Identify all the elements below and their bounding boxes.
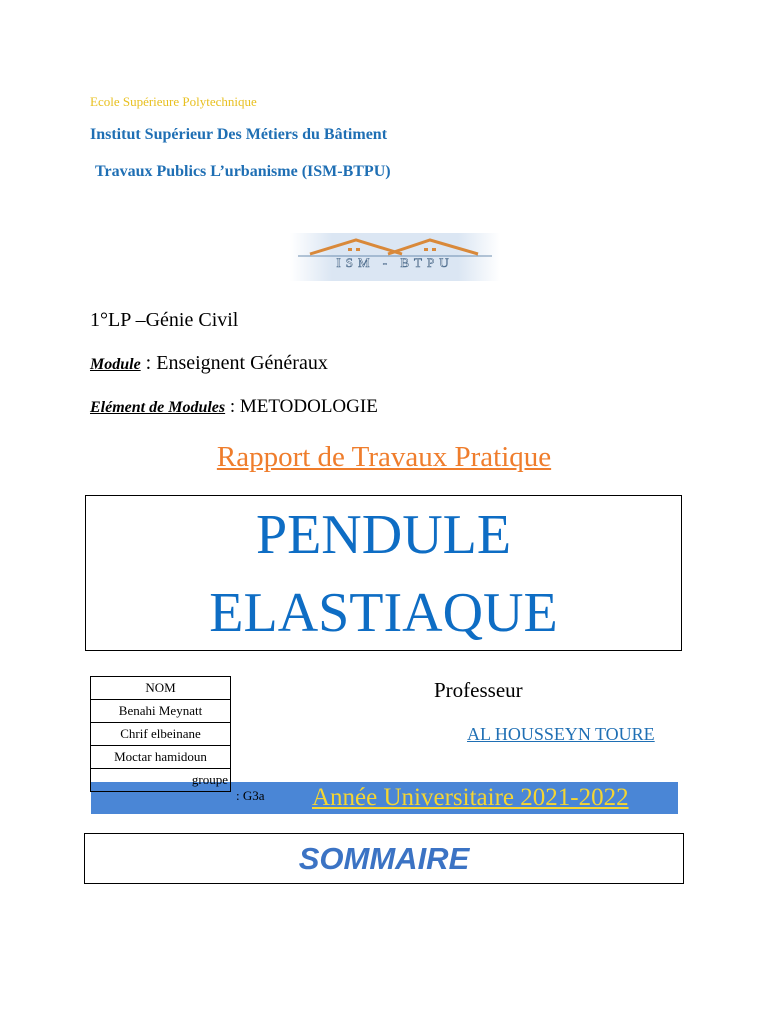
element-label: Elément de Modules: [90, 399, 226, 416]
report-heading: Rapport de Travaux Pratique: [216, 441, 552, 473]
student-table-header: NOM: [91, 677, 231, 700]
student-name: Chrif elbeinane: [91, 723, 231, 746]
student-table: [90, 676, 231, 792]
element-line: [90, 396, 378, 418]
title-line2: ELASTIAQUE: [209, 582, 558, 644]
element-separator: :: [225, 396, 240, 417]
institute-name-line2: Travaux Publics L’urbanisme (ISM-BTPU): [95, 163, 391, 180]
professor-label: Professeur: [434, 678, 523, 702]
group-label: groupe: [91, 769, 231, 792]
title-line1: PENDULE: [255, 504, 512, 566]
module-line: [90, 352, 328, 375]
institute-name-line1: Institut Supérieur Des Métiers du Bâtiment: [90, 126, 388, 143]
academic-year: Année Universitaire 2021-2022: [312, 784, 629, 811]
group-value: : G3a: [236, 788, 265, 803]
study-level: 1°LP –Génie Civil: [90, 309, 239, 331]
element-value: METODOLOGIE: [239, 396, 378, 417]
summary-box: [84, 833, 684, 884]
school-name: Ecole Supérieure Polytechnique: [90, 94, 257, 109]
student-name: Moctar hamidoun: [91, 746, 231, 769]
professor-name: AL HOUSSEYN TOURE: [467, 724, 655, 744]
module-separator: :: [140, 352, 157, 374]
module-label: Module: [90, 356, 141, 373]
ism-btpu-logo: [290, 233, 500, 281]
module-value: Enseignent Généraux: [156, 352, 328, 374]
summary-title: SOMMAIRE: [298, 841, 470, 876]
title-box: [85, 495, 682, 651]
student-name: Benahi Meynatt: [91, 700, 231, 723]
logo-text: ISM - BTPU: [336, 255, 454, 270]
